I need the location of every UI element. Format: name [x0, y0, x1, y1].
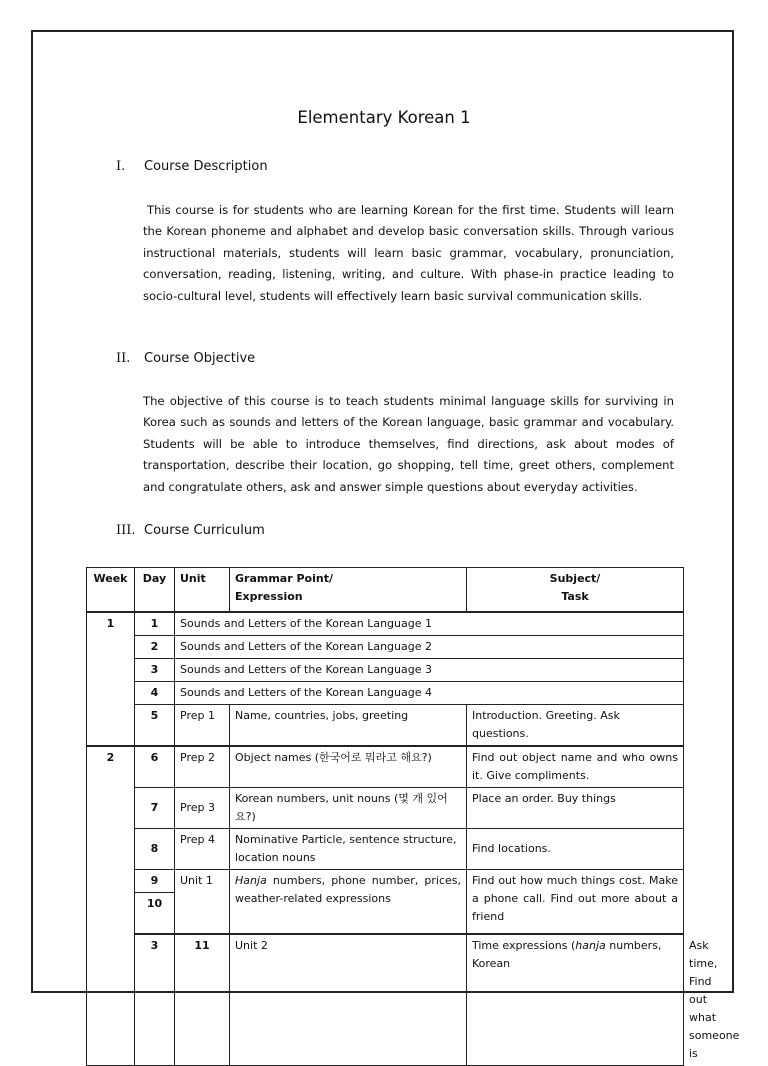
header-grammar-line2: Expression: [235, 590, 303, 603]
grammar-cell: Korean numbers, unit nouns (몇 개 있어요?): [230, 788, 467, 829]
section-numeral: I.: [116, 159, 126, 174]
header-subject: [467, 568, 684, 613]
day-cell: 4: [135, 682, 175, 705]
week-cell: 3: [135, 934, 175, 1066]
table-row: [87, 746, 684, 788]
grammar-cell: [467, 934, 684, 1066]
table-row: [87, 870, 684, 893]
grammar-italic: hanja: [575, 939, 606, 952]
table-row: [87, 788, 684, 829]
header-grammar-line1: Grammar Point/: [235, 572, 333, 585]
day-cell: 6: [135, 746, 175, 788]
unit-cell: Prep 3: [175, 788, 230, 829]
table-row: [87, 612, 684, 636]
section-numeral: III.: [116, 523, 136, 538]
grammar-text: numbers, Korean: [472, 939, 662, 970]
subject-cell: Find out how much things cost. Make a phone call. Find out more about a friend: [467, 870, 684, 935]
curriculum-table: [86, 567, 740, 1066]
unit-cell: Unit 2: [230, 934, 467, 1066]
section-heading-1: [116, 159, 268, 174]
section-title: Course Description: [144, 159, 268, 174]
table-row: 3 11 Unit 2 Time expressions (hanja numbers, Korean Ask time, Find out what someone is: [87, 934, 684, 1066]
table-header-row: [87, 568, 684, 613]
section-heading-2: [116, 351, 255, 366]
day-cell: 5: [135, 705, 175, 747]
table-row: [87, 636, 684, 659]
unit-cell: Prep 4: [175, 829, 230, 870]
subject-cell: Find out object name and who owns it. Give compliments.: [467, 746, 684, 788]
section-heading-3: [116, 523, 265, 538]
header-week: Week: [87, 568, 135, 613]
unit-span-cell: Sounds and Letters of the Korean Language 4: [175, 682, 684, 705]
unit-span-cell: Sounds and Letters of the Korean Language 3: [175, 659, 684, 682]
header-subject-line1: Subject/: [549, 572, 601, 585]
grammar-cell: Object names (한국어로 뭐라고 해요?): [230, 746, 467, 788]
document-title: Elementary Korean 1: [297, 108, 471, 127]
grammar-text-pre: Time expressions (: [472, 939, 576, 952]
course-description-text: This course is for students who are learning Korean for the first time. Students will learn the Korean phoneme and alphabet and develop basic conversation skills. Through various instructional materials, students will learn basic grammar, vocabulary, pronunciation, conversation, reading, listening, writing, and culture. With phase-in practice leading to socio-cultural level, students will effectively learn basic survival communication skills.: [143, 203, 674, 303]
section-title: Course Objective: [144, 351, 256, 366]
header-day: Day: [135, 568, 175, 613]
day-cell: 3: [135, 659, 175, 682]
header-subject-line2: Task: [561, 590, 589, 603]
week-cell: 1: [87, 612, 135, 746]
header-grammar: [230, 568, 467, 613]
day-cell: 8: [135, 829, 175, 870]
section-numeral: II.: [116, 351, 131, 366]
header-unit: Unit: [175, 568, 230, 613]
table-row: [87, 682, 684, 705]
grammar-cell: [230, 870, 467, 935]
subject-cell: Introduction. Greeting. Ask questions.: [467, 705, 684, 747]
grammar-italic: Hanja: [235, 874, 267, 887]
table-row: [87, 705, 684, 747]
unit-cell: Prep 1: [175, 705, 230, 747]
week-cell: 2: [87, 746, 135, 1066]
grammar-cell: Nominative Particle, sentence structure, location nouns: [230, 829, 467, 870]
day-cell: 11: [175, 934, 230, 1066]
unit-span-cell: Sounds and Letters of the Korean Language 1: [175, 612, 684, 636]
table-row: [87, 659, 684, 682]
unit-span-cell: Sounds and Letters of the Korean Language 2: [175, 636, 684, 659]
day-cell: 2: [135, 636, 175, 659]
course-objective-text: The objective of this course is to teach students minimal language skills for surviving in Korea such as sounds and letters of the Korean language, basic grammar and vocabulary. Students will be able to introduce themselves, find directions, ask about modes of transportation, describe their location, go shopping, tell time, greet others, complement and congratulate others, ask and answer simple questions about everyday activities.: [143, 394, 674, 494]
section-title: Course Curriculum: [144, 523, 265, 538]
day-cell: 1: [135, 612, 175, 636]
grammar-cell: Name, countries, jobs, greeting: [230, 705, 467, 747]
day-cell: 9: [135, 870, 175, 893]
day-cell: 7: [135, 788, 175, 829]
table-row: [87, 829, 684, 870]
unit-cell: Prep 2: [175, 746, 230, 788]
subject-cell: Place an order. Buy things: [467, 788, 684, 829]
day-cell: 10: [135, 893, 175, 935]
unit-cell: Unit 1: [175, 870, 230, 935]
grammar-text: numbers, phone number, prices, weather-related expressions: [235, 874, 461, 905]
subject-cell: Find locations.: [467, 829, 684, 870]
